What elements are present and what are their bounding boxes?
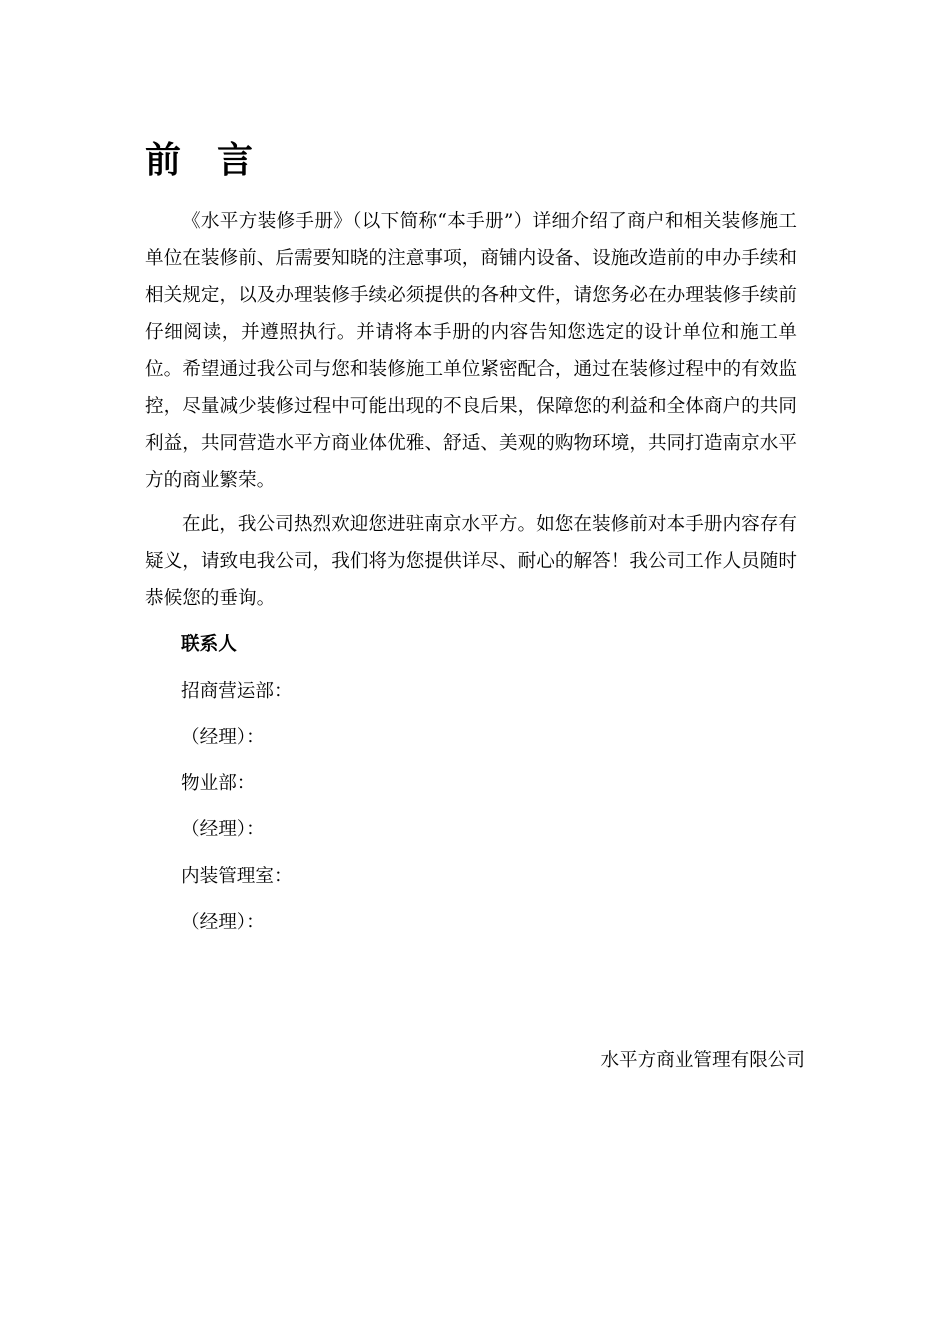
company-signature: 水平方商业管理有限公司 — [600, 1050, 805, 1071]
intro-paragraph: 《水平方装修手册》（以下简称“本手册”）详细介绍了商户和相关装修施工单位在装修前、后需要知晓的注意事项，商铺内设备、设施改造前的申办手续和相关规定，以及办理装修手续必须提供的各种文件，请您务必在办理装修手续前仔细阅读，并遵照执行。并请将本手册的内容告知您选定的设计单位和施工单位。希望通过我公司与您和装修施工单位紧密配合，通过在装修过程中的有效监控，尽量减少装修过程中可能出现的不良后果，保障您的利益和全体商户的共同利益，共同营造水平方商业体优雅、舒适、美观的购物环境，共同打造南京水平方的商业繁荣。 — [145, 211, 797, 491]
contact-line-property-manager: （经理）： — [181, 819, 265, 840]
contacts-heading: 联系人 — [181, 634, 237, 655]
contact-line-leasing-manager: （经理）： — [181, 727, 265, 748]
contact-line-fitout-office: 内装管理室： — [181, 866, 293, 887]
welcome-paragraph: 在此，我公司热烈欢迎您进驻南京水平方。如您在装修前对本手册内容存有疑义，请致电我公司，我们将为您提供详尽、耐心的解答！我公司工作人员随时恭候您的垂询。 — [145, 514, 797, 609]
contact-line-fitout-manager: （经理）： — [181, 912, 265, 933]
page-title: 前言 — [145, 139, 290, 181]
contact-line-property-dept: 物业部： — [181, 773, 256, 794]
contact-line-leasing-dept: 招商营运部： — [181, 681, 293, 702]
